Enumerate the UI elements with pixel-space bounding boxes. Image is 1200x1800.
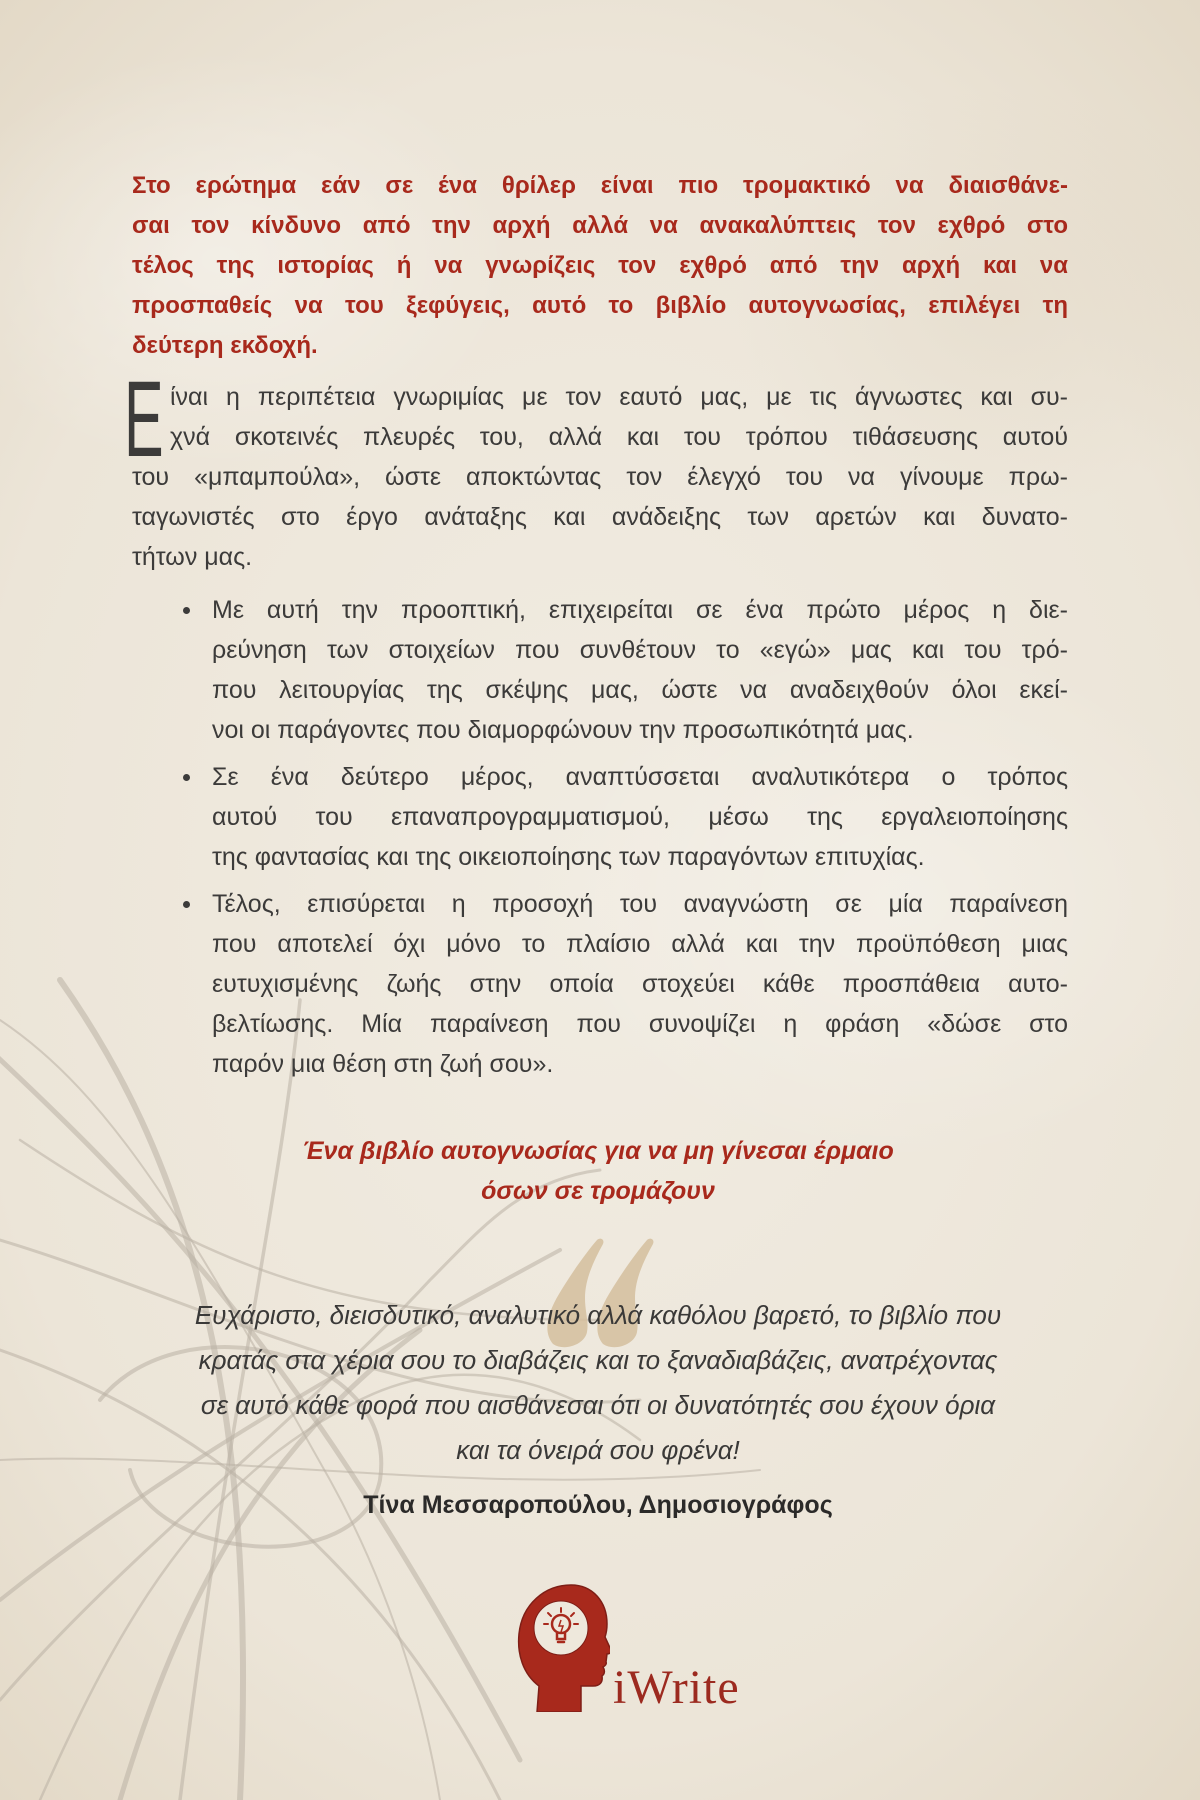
bullet-line: βελτίωσης. Μία παραίνεση που συνοψίζει η φράση «δώσε στο (212, 1010, 1068, 1038)
bullet-line: που λειτουργίας της σκέψης μας, ώστε να αναδειχθούν όλοι εκεί- (212, 676, 1068, 704)
description-line: του «μπαμπούλα», ώστε αποκτώντας τον έλεγχό του να γίνουμε πρω- (132, 463, 1068, 491)
head-lightbulb-icon (515, 1582, 610, 1712)
bullet-item (212, 590, 1068, 750)
review-line: και τα όνειρά σου φρένα! (456, 1435, 740, 1465)
tagline-line: Ένα βιβλίο αυτογνωσίας για να μη γίνεσαι έρμαιο (302, 1137, 894, 1165)
bullet-line: που αποτελεί όχι μόνο το πλαίσιο αλλά και την προϋπόθεση μιας (212, 930, 1068, 958)
bullet-line: Τέλος, επισύρεται η προσοχή του αναγνώστη σε μία παραίνεση (212, 890, 1068, 918)
review-author: Τίνα Μεσσαροπούλου, Δημοσιογράφος (363, 1491, 833, 1519)
review-line: σε αυτό κάθε φορά που αισθάνεσαι ότι οι δυνατότητές σου έχουν όρια (200, 1390, 996, 1420)
intro-line: προσπαθείς να του ξεφύγεις, αυτό το βιβλίο αυτογνωσίας, επιλέγει τη (132, 292, 1068, 319)
intro-paragraph (132, 166, 1068, 366)
bullet-dot-icon (183, 607, 190, 614)
review-line: κρατάς στα χέρια σου το διαβάζεις και το ξαναδιαβάζεις, ανατρέχοντας (198, 1345, 998, 1375)
description-line: τήτων μας. (132, 543, 253, 571)
bullet-line: παρόν μια θέση στη ζωή σου». (212, 1050, 554, 1078)
description-line: ταγωνιστές στο έργο ανάταξης και ανάδειξης των αρετών και δυνατο- (132, 503, 1068, 531)
intro-line: σαι τον κίνδυνο από την αρχή αλλά να ανακαλύπτεις τον εχθρό στο (132, 212, 1068, 239)
bullet-dot-icon (183, 774, 190, 781)
drop-cap: Ε (124, 358, 164, 479)
review-line: Ευχάριστο, διεισδυτικό, αναλυτικό αλλά καθόλου βαρετό, το βιβλίο που (194, 1300, 1002, 1330)
description-line: χνά σκοτεινές πλευρές του, αλλά και του τρόπου τιθάσευσης αυτού (170, 423, 1068, 451)
description-line: ίναι η περιπέτεια γνωριμίας με τον εαυτό μας, με τις άγνωστες και συ- (170, 383, 1068, 411)
bullet-line: της φαντασίας και της οικειοποίησης των παραγόντων επιτυχίας. (212, 843, 925, 871)
bullet-line: ευτυχισμένης ζωής στην οποία στοχεύει κάθε προσπάθεια αυτο- (212, 970, 1068, 998)
tagline-line: όσων σε τρομάζουν (481, 1177, 715, 1205)
review-quote (0, 1293, 1196, 1473)
description-paragraph (132, 377, 1068, 577)
intro-line: τέλος της ιστορίας ή να γνωρίζεις τον εχθρό από την αρχή και να (132, 252, 1068, 279)
bullet-line: Με αυτή την προοπτική, επιχειρείται σε ένα πρώτο μέρος η διε- (212, 596, 1068, 624)
bullet-line: Σε ένα δεύτερο μέρος, αναπτύσσεται αναλυτικότερα ο τρόπος (212, 763, 1068, 791)
bullet-line: ρεύνηση των στοιχείων που συνθέτουν το «εγώ» μας και του τρό- (212, 636, 1068, 664)
bullet-line: αυτού του επαναπρογραμματισμού, μέσω της εργαλειοποίησης (212, 803, 1068, 831)
intro-line: Στο ερώτημα εάν σε ένα θρίλερ είναι πιο τρομακτικό να διαισθάνε- (132, 172, 1068, 199)
intro-line: δεύτερη εκδοχή. (132, 332, 318, 359)
bullet-item (212, 884, 1068, 1084)
logo-wordmark: iWrite (613, 1661, 740, 1714)
bullet-dot-icon (183, 901, 190, 908)
bullet-item (212, 757, 1068, 877)
tagline (0, 1131, 1196, 1211)
bullet-line: νοι οι παράγοντες που διαμορφώνουν την προσωπικότητά μας. (212, 716, 914, 744)
